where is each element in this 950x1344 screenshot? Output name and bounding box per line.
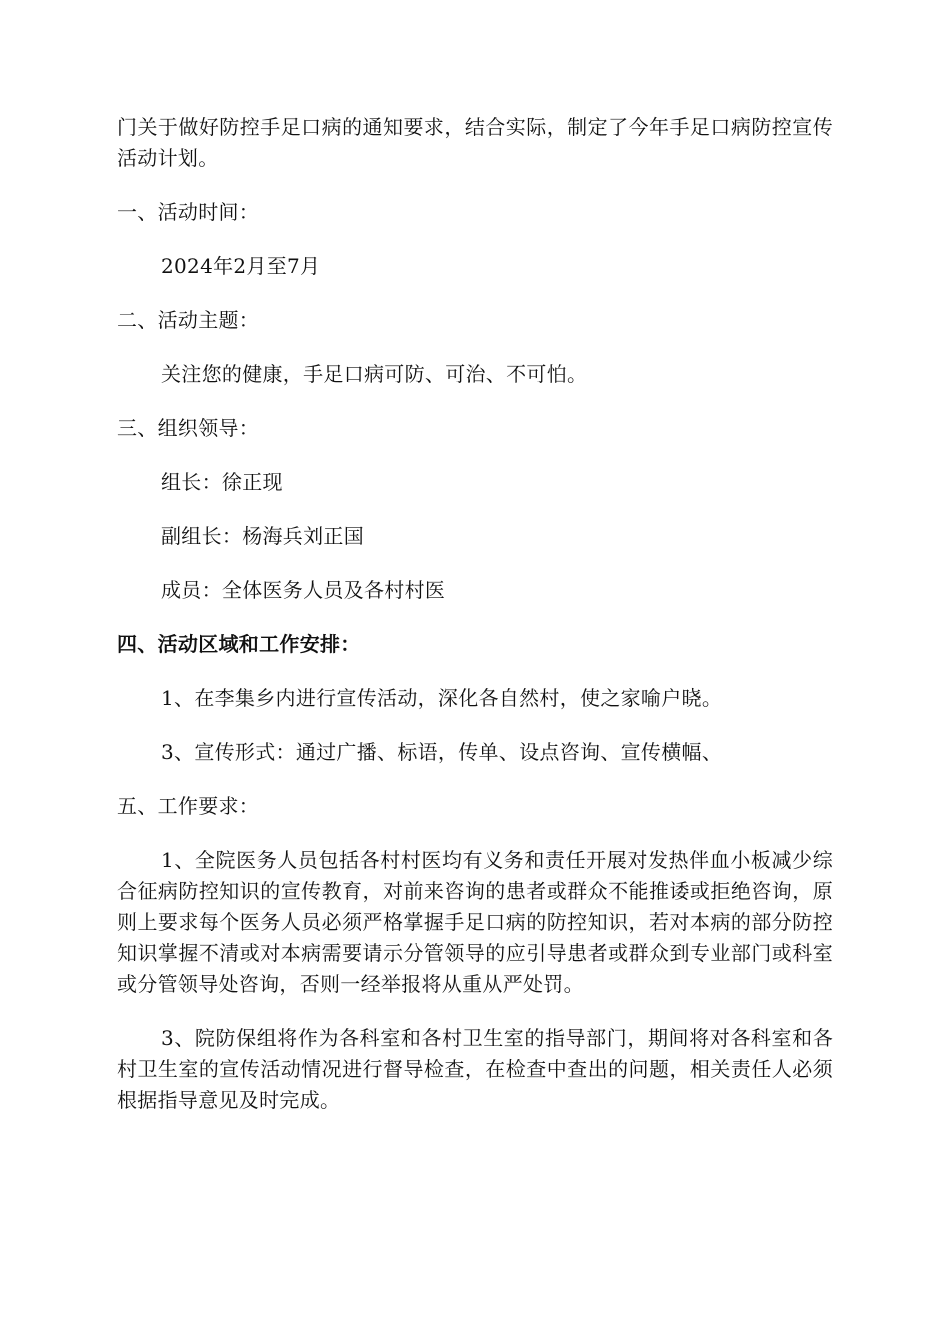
section-theme-heading: 二、活动主题： (117, 308, 260, 332)
intro-paragraph: 门关于做好防控手足口病的通知要求，结合实际，制定了今年手足口病防控宣传活动计划。 (117, 115, 833, 170)
section-theme-value: 关注您的健康，手足口病可防、可治、不可怕。 (161, 362, 588, 386)
section-area-heading: 四、活动区域和工作安排： (117, 632, 361, 656)
requirement-item-3: 3、院防保组将作为各科室和各村卫生室的指导部门，期间将对各科室和各村卫生室的宣传活动情况进行督导检查，在检查中查出的问题，相关责任人必须根据指导意见及时完成。 (117, 1026, 833, 1112)
section-time-value: 2024年2月至7月 (161, 254, 321, 278)
section-time-heading: 一、活动时间： (117, 200, 260, 224)
section-requirements-heading: 五、工作要求： (117, 794, 260, 818)
section-org-heading: 三、组织领导： (117, 416, 260, 440)
org-deputy: 副组长：杨海兵刘正国 (161, 524, 364, 548)
area-item-1: 1、在李集乡内进行宣传活动，深化各自然村，使之家喻户晓。 (161, 686, 723, 710)
org-members: 成员：全体医务人员及各村村医 (161, 578, 446, 602)
document-page (117, 112, 833, 1139)
requirement-item-1: 1、全院医务人员包括各村村医均有义务和责任开展对发热伴血小板减少综合征病防控知识的宣传教育，对前来咨询的患者或群众不能推诿或拒绝咨询，原则上要求每个医务人员必须严格掌握手足口病的防控知识，若对本病的部分防控知识掌握不清或对本病需要请示分管领导的应引导患者或群众到专业部门或科室或分管领导处咨询，否则一经举报将从重从严处罚。 (117, 848, 833, 996)
area-item-3: 3、宣传形式：通过广播、标语，传单、设点咨询、宣传横幅、 (161, 740, 723, 764)
org-leader: 组长：徐正现 (161, 470, 283, 494)
